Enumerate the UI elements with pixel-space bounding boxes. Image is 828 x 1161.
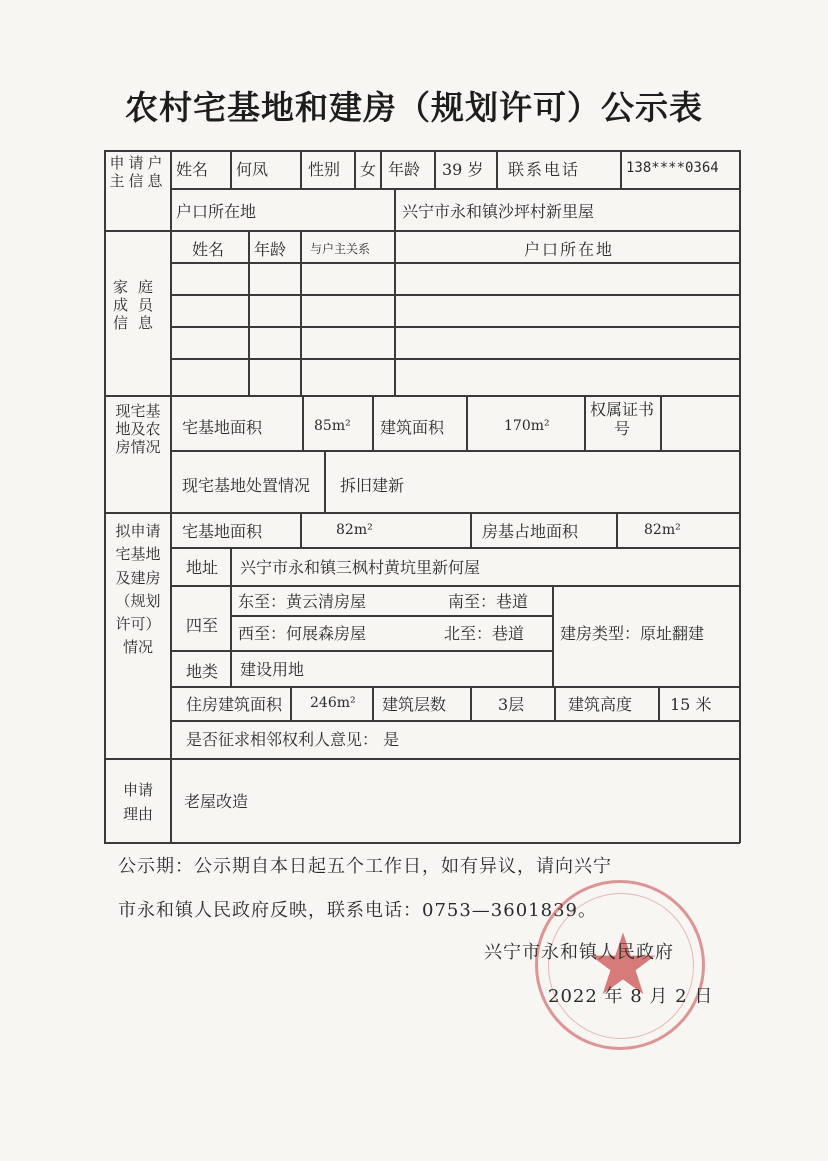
issue-date: 2022 年 8 月 2 日 xyxy=(548,986,714,1007)
boundary-east: 东至：黄云清房屋 xyxy=(238,592,367,611)
current-site-area: 85m² xyxy=(314,418,351,434)
gender-label: 性别 xyxy=(308,160,341,179)
floor-area-label: 住房建筑面积 xyxy=(186,695,283,714)
applicant-phone: 138****0364 xyxy=(626,160,719,176)
current-site-area-label: 宅基地面积 xyxy=(182,418,263,437)
land-type-label: 地类 xyxy=(186,662,219,681)
applicant-gender: 女 xyxy=(360,160,377,179)
notice-line-2: 市永和镇人民政府反映，联系电话：0753—3601839。 xyxy=(118,900,597,921)
applicant-age: 39 岁 xyxy=(442,160,484,179)
boundary-label: 四至 xyxy=(186,616,219,635)
publicity-table xyxy=(104,150,740,843)
family-header-name: 姓名 xyxy=(192,240,225,259)
residence-label: 户口所在地 xyxy=(176,202,257,221)
family-header-age: 年龄 xyxy=(254,240,287,259)
neighbor-consent: 是否征求相邻权利人意见： 是 xyxy=(186,730,400,749)
address-label: 地址 xyxy=(186,558,219,577)
family-section-label: 家庭成员信息 xyxy=(112,278,163,332)
official-seal xyxy=(535,880,705,1050)
height-value: 15 米 xyxy=(670,695,712,714)
family-header-residence: 户口所在地 xyxy=(524,240,615,259)
issuer-name: 兴宁市永和镇人民政府 xyxy=(484,942,674,963)
cert-label: 权属证书号 xyxy=(589,400,654,439)
applicant-residence: 兴宁市永和镇沙坪村新里屋 xyxy=(402,202,595,221)
family-header-relation: 与户主关系 xyxy=(310,242,371,256)
proposed-site-area: 82m² xyxy=(336,522,373,538)
current-building-area: 170m² xyxy=(504,418,550,434)
applicant-section-label: 申请户主信息 xyxy=(109,154,167,190)
notice-line-1: 公示期：公示期自本日起五个工作日，如有异议，请向兴宁 xyxy=(118,856,612,877)
age-label: 年龄 xyxy=(388,160,421,179)
footprint-label: 房基占地面积 xyxy=(482,522,579,541)
reason-section-label: 申请理由 xyxy=(122,781,153,823)
height-label: 建筑高度 xyxy=(568,695,633,714)
proposed-section-label: 拟申请宅基地及建房（规划许可）情况 xyxy=(115,522,161,657)
current-building-area-label: 建筑面积 xyxy=(380,418,445,437)
page-title: 农村宅基地和建房（规划许可）公示表 xyxy=(125,88,703,127)
disposal-value: 拆旧建新 xyxy=(340,476,405,495)
current-section-label: 现宅基地及农房情况 xyxy=(115,402,161,456)
applicant-name: 何凤 xyxy=(236,160,269,179)
footprint-value: 82m² xyxy=(644,522,681,538)
boundary-west: 西至：何展森房屋 xyxy=(238,624,367,643)
phone-label: 联系电话 xyxy=(508,160,581,179)
floor-area-value: 246m² xyxy=(310,695,356,711)
reason-text: 老屋改造 xyxy=(184,792,249,811)
proposed-site-area-label: 宅基地面积 xyxy=(182,522,263,541)
floors-label: 建筑层数 xyxy=(382,695,447,714)
boundary-south: 南至：巷道 xyxy=(448,592,529,611)
name-label: 姓名 xyxy=(176,160,209,179)
land-type-value: 建设用地 xyxy=(240,660,305,679)
build-type: 建房类型：原址翻建 xyxy=(560,624,705,643)
disposal-label: 现宅基地处置情况 xyxy=(182,476,311,495)
floors-value: 3层 xyxy=(498,695,525,714)
address-value: 兴宁市永和镇三枫村黄坑里新何屋 xyxy=(240,558,481,577)
boundary-north: 北至：巷道 xyxy=(444,624,525,643)
